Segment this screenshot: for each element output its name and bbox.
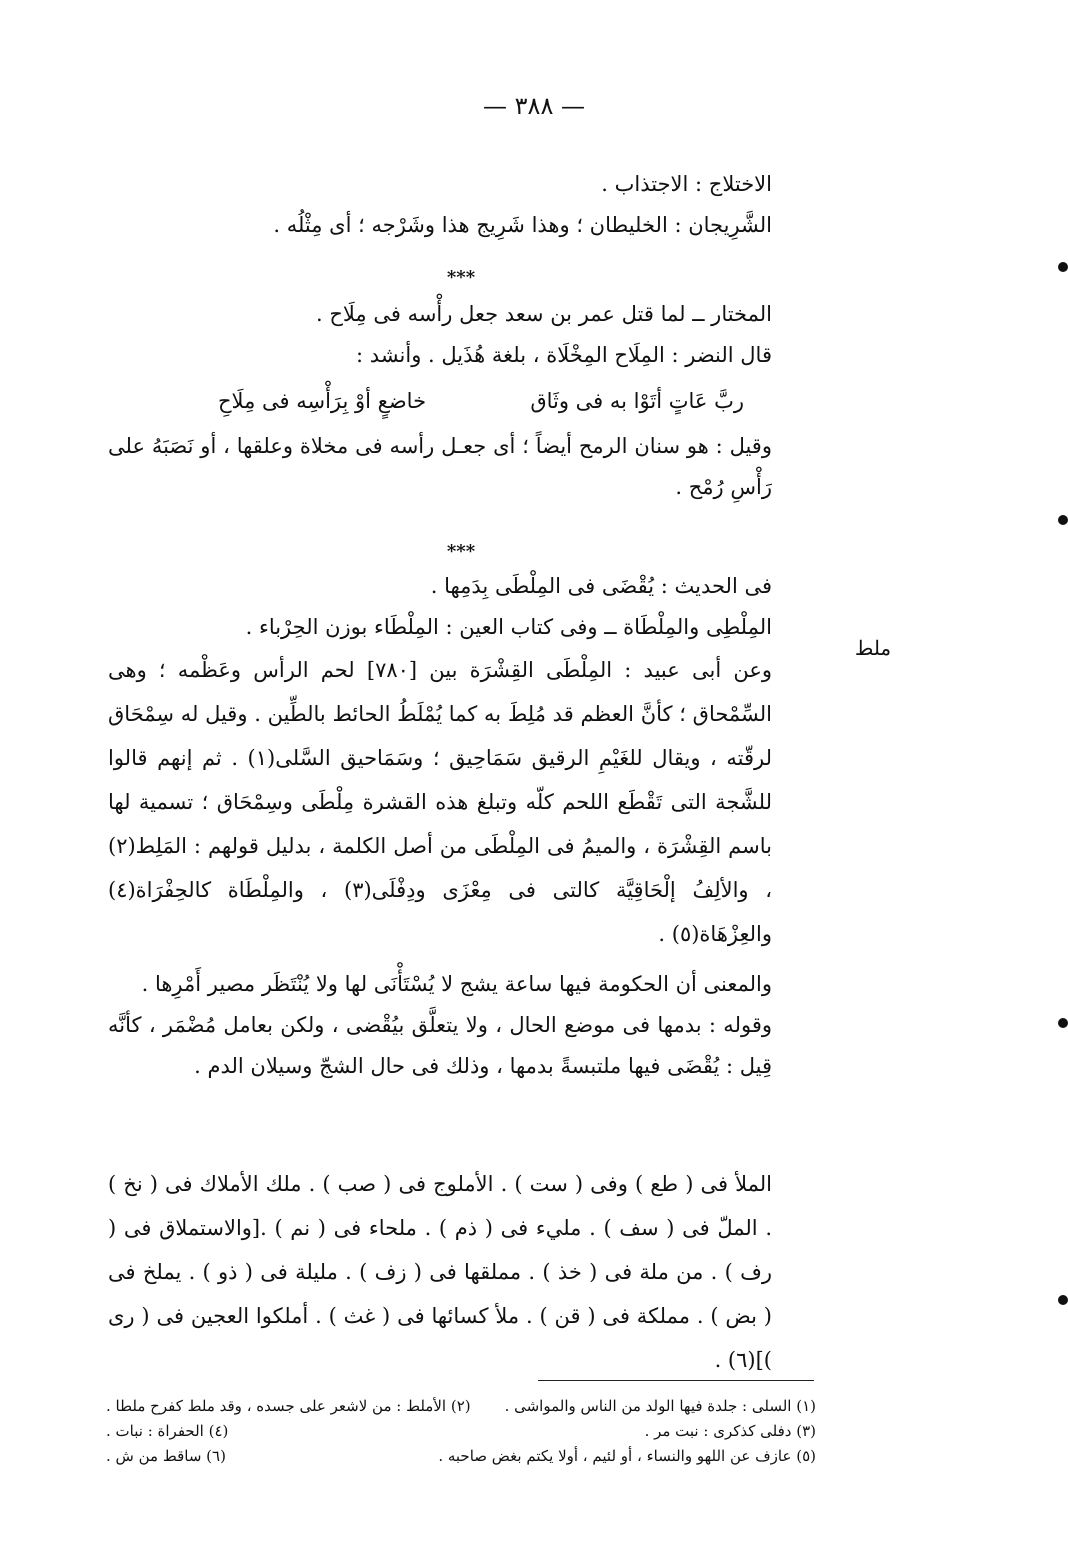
verse-hemistich-left: خاضعٍ أوْ بِرَأْسِه فى مِلَاحِ [218, 389, 427, 413]
text-line: الشَّرِيجان : الخليطان ؛ وهذا شَرِيج هذا وشَرْجه ؛ أى مِثْلُه . [273, 213, 772, 237]
footnote-row [106, 1394, 816, 1419]
text-line: المختار ــ لما قتل عمر بن سعد جعل رأْسه فى مِلَاح . [316, 302, 772, 326]
poetry-verse [108, 376, 814, 426]
text-paragraph: وقيل : هو سنان الرمح أيضاً ؛ أى جعـل رأسه فى مخلاة وعلقها ، أو نَصَبَهُ على رَأْسِ رُمْح . [108, 434, 772, 499]
footnote-2: (٢) الأملط : من لاشعر على جسده ، وقد ملط كفرح ملطا . [106, 1397, 471, 1415]
text-line: فى الحديث : يُقْضَى فى المِلْطَى بِدَمِها . [430, 574, 772, 598]
text-paragraph: وعن أبى عبيد : المِلْطَى القِشْرَة بين [٧٨٠] لحم الرأس وعَظْمه ؛ وهى السِّمْحاق ؛ كأنَّ العظم قد مُلِطَ به كما يُمْلَطُ الحائط بالطِّين . وقيل له سِمْحَاق لرقّته ، ويقال للغَيْمِ الرقيق سَمَاحِيق ؛ وسَمَاحيق السَّلى(١) . ثم إنهم قالوا للشَّجة التى تَقْطَع اللحم كلّه وتبلغ هذه القشرة مِلْطَى وسِمْحَاق ؛ تسمية لها باسم القِشْرَة ، والميمُ فى المِلْطَى من أصل الكلمة ، بدليل قولهم : المَلِط(٢) ، والألِفُ إلْحَاقِيَّة كالتى فى مِعْزَى ودِفْلَى(٣) ، والمِلْطَاة كالحِفْرَاة(٤) والعِزْهَاة(٥) . [108, 658, 773, 946]
footnote-3: (٣) دفلى كذكرى : نبت مر . [644, 1422, 816, 1440]
cross-reference-block [108, 1162, 814, 1382]
footnote-5: (٥) عازف عن اللهو والنساء ، أو لئيم ، أولا يكتم بغض صاحبه . [438, 1447, 816, 1465]
footnote-divider [538, 1380, 814, 1381]
margin-keyword: ملط [854, 636, 892, 660]
scan-edge-mark [1058, 1018, 1068, 1028]
entry-block-2 [108, 294, 814, 508]
footnote-row [106, 1444, 816, 1469]
scan-edge-mark [1058, 515, 1068, 525]
text-paragraph: الملأ فى ( طع ) وفى ( ست ) . الأملوج فى ( صب ) . ملك الأملاك فى ( نخ ) . الملّ فى ( سف ) . مليء فى ( ذم ) . ملحاء فى ( نم ) .[والاستملاق فى ( رف ) . من ملة فى ( خذ ) . مملقها فى ( زف ) . مليلة فى ( ذو ) . يملخ فى ( بض ) . مملكة فى ( قن ) . ملأ كسائها فى ( غث ) . أملكوا العجين فى ( رى )](٦) . [108, 1172, 772, 1372]
scan-edge-mark [1058, 262, 1068, 272]
section-separator: *** [446, 541, 476, 562]
text-line: الاختلاج : الاجتذاب . [601, 172, 772, 196]
entry-block-3 [108, 566, 814, 1087]
text-paragraph: وقوله : بدمها فى موضع الحال ، ولا يتعلَّق بيُقْضى ، ولكن بعامل مُضْمَر ، كأنَّه قِيل : يُقْضَى فيها ملتبسةً بدمها ، وذلك فى حال الشجّ وسيلان الدم . [108, 1013, 772, 1078]
text-paragraph: والمعنى أن الحكومة فيها ساعة يشج لا يُسْتَأْنَى لها ولا يُنْتَظَر مصير أَمْرِها . [141, 972, 772, 996]
text-line: قال النضر : المِلَاح المِخْلَاة ، بلغة هُذَيل . وأنشد : [356, 343, 772, 367]
footnote-6: (٦) ساقط من ش . [106, 1447, 226, 1465]
footnote-4: (٤) الحفراة : نبات . [106, 1422, 229, 1440]
text-line: المِلْطِى والمِلْطَاة ــ وفى كتاب العين : المِلْطَاء بوزن الحِرْباء . [245, 615, 772, 639]
footnote-row [106, 1419, 816, 1444]
footnotes [106, 1394, 816, 1469]
page-number: — ٣٨٨ — [483, 92, 585, 120]
section-separator: *** [446, 267, 476, 288]
verse-hemistich-right: ربَّ عَاتٍ أتَوْا به فى وثَاق [530, 389, 744, 413]
entry-block-1 [108, 164, 814, 246]
scan-edge-mark [1058, 1295, 1068, 1305]
footnote-1: (١) السلى : جلدة فيها الولد من الناس والمواشى . [504, 1397, 816, 1415]
